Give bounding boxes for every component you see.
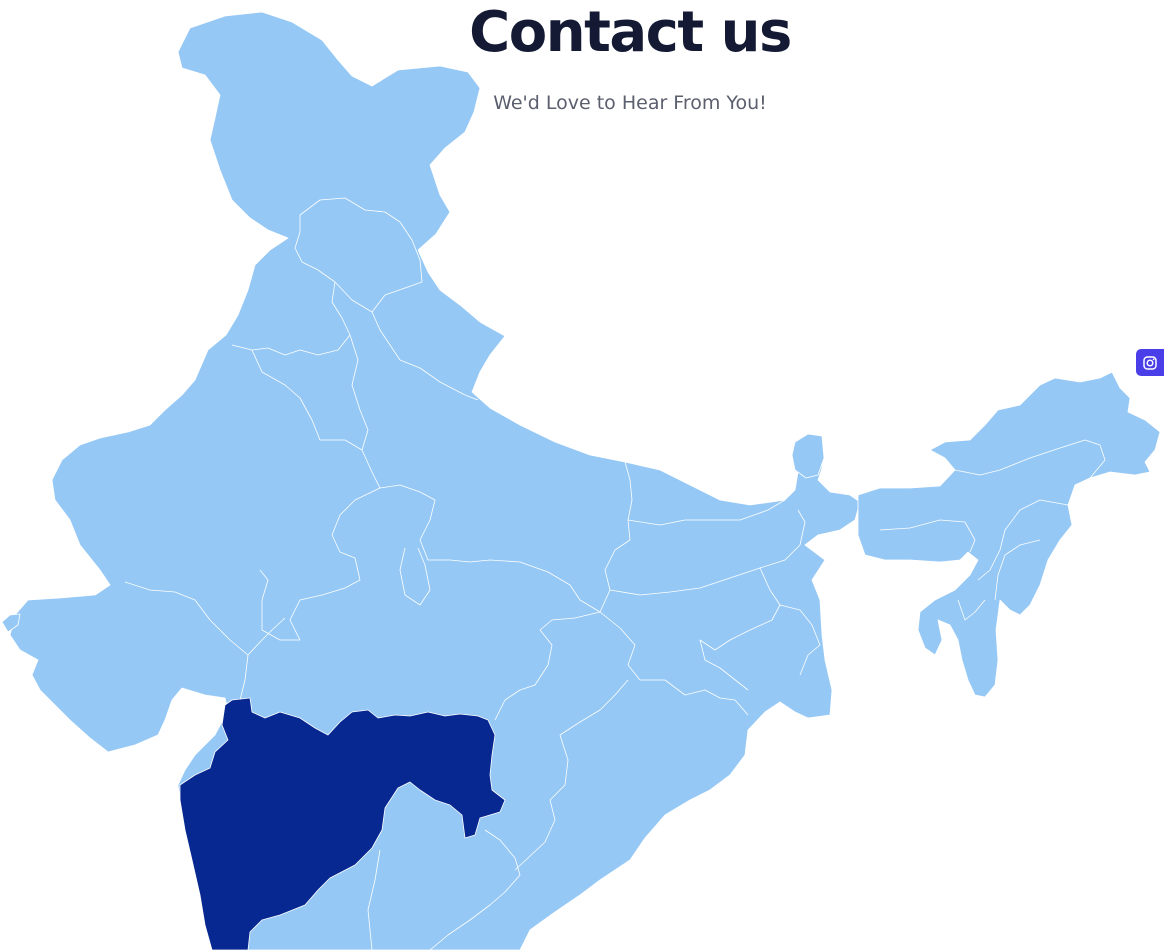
instagram-icon <box>1142 355 1158 371</box>
map-region-northeast[interactable] <box>858 372 1160 697</box>
page-title: Contact us <box>469 0 791 65</box>
page-header <box>430 0 830 116</box>
page-subtitle: We'd Love to Hear From You! <box>493 92 767 114</box>
map-region-mainland[interactable] <box>10 12 860 950</box>
map-region-sikkim[interactable] <box>792 434 824 478</box>
instagram-button[interactable] <box>1136 349 1164 376</box>
